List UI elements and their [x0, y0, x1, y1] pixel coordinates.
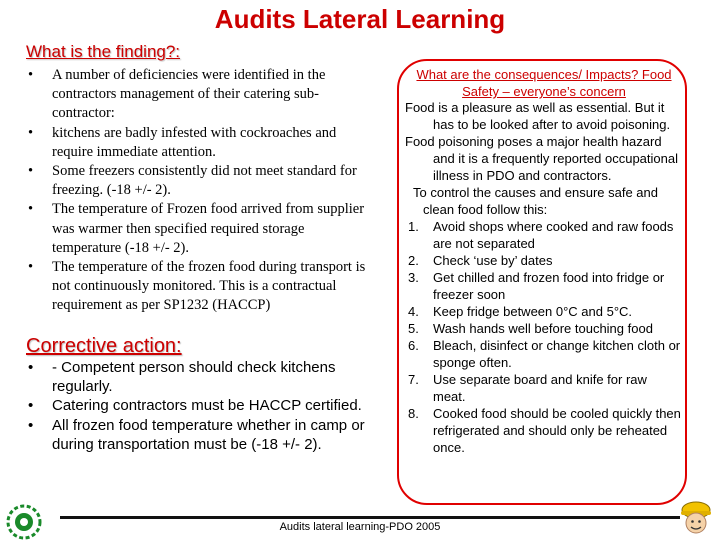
- finding-item: • The temperature of the frozen food during transport is not continuously monitored. This is a contractual requirement as per SP1232 (HACCP): [24, 258, 374, 316]
- list-item: [403, 252, 681, 269]
- corrective-item: • Catering contractors must be HACCP certified.: [24, 396, 374, 415]
- page-title: Audits Lateral Learning: [214, 4, 506, 34]
- step-text: Check ‘use by’ dates: [433, 253, 553, 268]
- finding-item: • Some freezers consistently did not meet standard for freezing. (-18 +/- 2).: [24, 162, 374, 200]
- footer-text: Audits lateral learning-PDO 2005: [279, 521, 441, 533]
- list-item: [403, 337, 681, 371]
- corrective-list: [24, 358, 374, 454]
- step-number: 8.: [408, 406, 419, 421]
- corrective-heading: Corrective action:: [26, 335, 182, 357]
- step-number: 6.: [408, 338, 419, 353]
- consequences-intro: Food is a pleasure as well as essential. But it has to be looked after to avoid poisoning.: [405, 100, 671, 132]
- finding-heading: What is the finding?:: [26, 42, 181, 61]
- safety-worker-icon: [676, 498, 716, 538]
- consequences-body: [403, 99, 681, 456]
- footer-divider: [60, 516, 680, 519]
- step-text: Cooked food should be cooled quickly then refrigerated and should only be reheated once.: [433, 406, 681, 455]
- list-item: [403, 405, 681, 456]
- step-text: Avoid shops where cooked and raw foods are not separated: [433, 219, 674, 251]
- step-number: 5.: [408, 321, 419, 336]
- step-number: 1.: [408, 219, 419, 234]
- step-number: 4.: [408, 304, 419, 319]
- list-item: [403, 303, 681, 320]
- step-text: Keep fridge between 0°C and 5°C.: [433, 304, 633, 319]
- step-number: 3.: [408, 270, 419, 285]
- list-item: [403, 371, 681, 405]
- consequences-intro: Food poisoning poses a major health hazard and it is a frequently reported occupational illness in PDO and contractors.: [405, 134, 678, 183]
- list-item: [403, 218, 681, 252]
- finding-item: • The temperature of Frozen food arrived from supplier was warmer then specified required storage temperature (-18 +/- 2).: [24, 200, 374, 258]
- step-number: 2.: [408, 253, 419, 268]
- finding-item: • A number of deficiencies were identified in the contractors management of their catering sub-contractor:: [24, 66, 374, 124]
- step-text: Get chilled and frozen food into fridge or freezer soon: [433, 270, 665, 302]
- corrective-item: • - Competent person should check kitchens regularly.: [24, 358, 374, 396]
- consequences-intro: To control the causes and ensure safe and clean food follow this:: [413, 185, 658, 217]
- consequences-heading: What are the consequences/ Impacts? Food Safety – everyone’s concern: [416, 67, 672, 99]
- list-item: [403, 269, 681, 303]
- corrective-item: • All frozen food temperature whether in camp or during transportation must be (-18 +/- 2).: [24, 416, 374, 454]
- finding-list: [24, 66, 374, 316]
- step-text: Bleach, disinfect or change kitchen cloth or sponge often.: [433, 338, 681, 370]
- safety-steps-list: [403, 218, 681, 456]
- step-number: 7.: [408, 372, 419, 387]
- step-text: Wash hands well before touching food: [433, 321, 653, 336]
- list-item: [403, 320, 681, 337]
- step-text: Use separate board and knife for raw meat.: [433, 372, 647, 404]
- pdo-logo-icon: [6, 504, 42, 540]
- finding-item: • kitchens are badly infested with cockroaches and require immediate attention.: [24, 124, 374, 162]
